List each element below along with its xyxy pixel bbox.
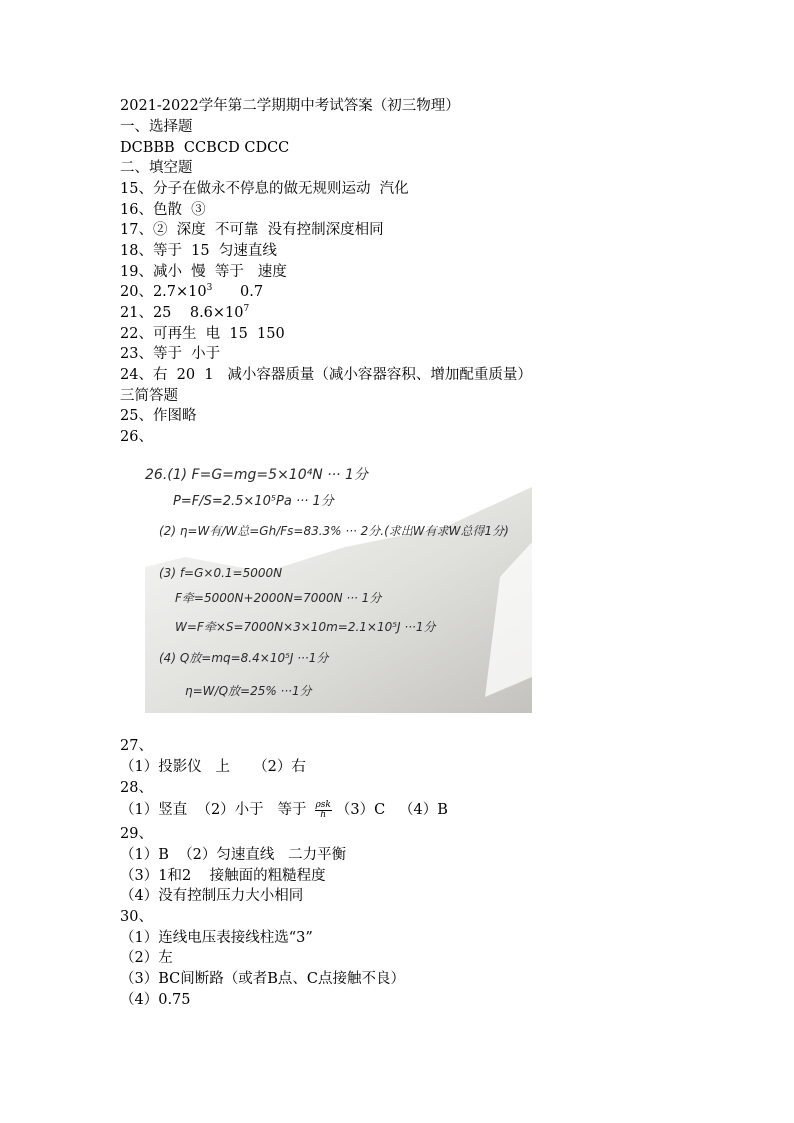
answer-line: 19、减小 慢 等于 速度 (120, 264, 287, 280)
answer-line-q21: 21、25 $8.6\times 10^7$ (120, 304, 250, 321)
answer-line: （3）BC间断路（或者B点、C点接触不良） (120, 971, 405, 987)
answer-line: （1）连线电压表接线柱选“3” (120, 930, 313, 946)
answer-line-q28: （1）竖直 （2）小于 等于 $\frac{\text{ρsk}}{h}$ （3）C （4）B (120, 799, 448, 820)
answer-line: （4）没有控制压力大小相同 (120, 888, 304, 904)
answer-line: 29、 (120, 826, 153, 842)
choice-answers: DCBBB CCBCD CDCC (120, 140, 290, 156)
handwritten-line: (2) η=W有/W总=Gh/Fs=83.3% ··· 2分.(求出W有求W总得1分) (159, 524, 509, 538)
fill-heading: 二、填空题 (120, 160, 193, 176)
answer-line: 27、 (120, 738, 153, 754)
answer-line: 15、分子在做永不停息的做无规则运动 汽化 (120, 181, 409, 197)
handwritten-line: η=W/Q放=25% ···1分 (185, 684, 312, 698)
handwritten-line: W=F牵×S=7000N×3×10m=2.1×10⁵J ···1分 (175, 620, 436, 634)
answer-line: 26、 (120, 429, 153, 445)
answer-line: （1）投影仪 上 （2）右 (120, 759, 306, 775)
choice-heading: 一、选择题 (120, 119, 193, 135)
answer-line: 16、色散 ③ (120, 202, 206, 218)
formula-fraction: $\frac{\text{ρsk}}{h}$ (315, 799, 331, 820)
answer-line: 30、 (120, 909, 153, 925)
handwritten-line: (4) Q放=mq=8.4×10⁵J ···1分 (159, 651, 329, 665)
answer-line: 28、 (120, 780, 153, 796)
answer-line: 25、作图略 (120, 408, 197, 424)
answer-line: （2）左 (120, 950, 173, 966)
answer-line: 18、等于 15 匀速直线 (120, 243, 277, 259)
handwritten-solution-photo (145, 447, 532, 713)
handwritten-line: F牵=5000N+2000N=7000N ··· 1分 (175, 591, 382, 605)
answer-line: 17、② 深度 不可靠 没有控制深度相同 (120, 222, 384, 238)
answer-line: 23、等于 小于 (120, 346, 221, 362)
handwritten-line: P=F/S=2.5×10⁵Pa ··· 1分 (173, 494, 334, 509)
answer-line: 22、可再生 电 15 150 (120, 326, 285, 342)
answer-line: 24、右 20 1 减小容器质量（减小容器容积、增加配重质量） (120, 367, 532, 383)
handwritten-line: 26.(1) F=G=mg=5×10⁴N ··· 1分 (145, 467, 368, 483)
short-heading: 三简答题 (120, 388, 178, 404)
answer-line: （4）0.75 (120, 992, 191, 1008)
answer-line: （3）1和2 接触面的粗糙程度 (120, 868, 326, 884)
handwritten-line: (3) f=G×0.1=5000N (159, 566, 283, 580)
answer-line-q20: 20、$2.7\times 10^3$ 0.7 (120, 283, 264, 300)
document-title: 2021-2022学年第二学期期中考试答案（初三物理） (120, 98, 460, 114)
answer-line: （1）B （2）匀速直线 二力平衡 (120, 847, 347, 863)
